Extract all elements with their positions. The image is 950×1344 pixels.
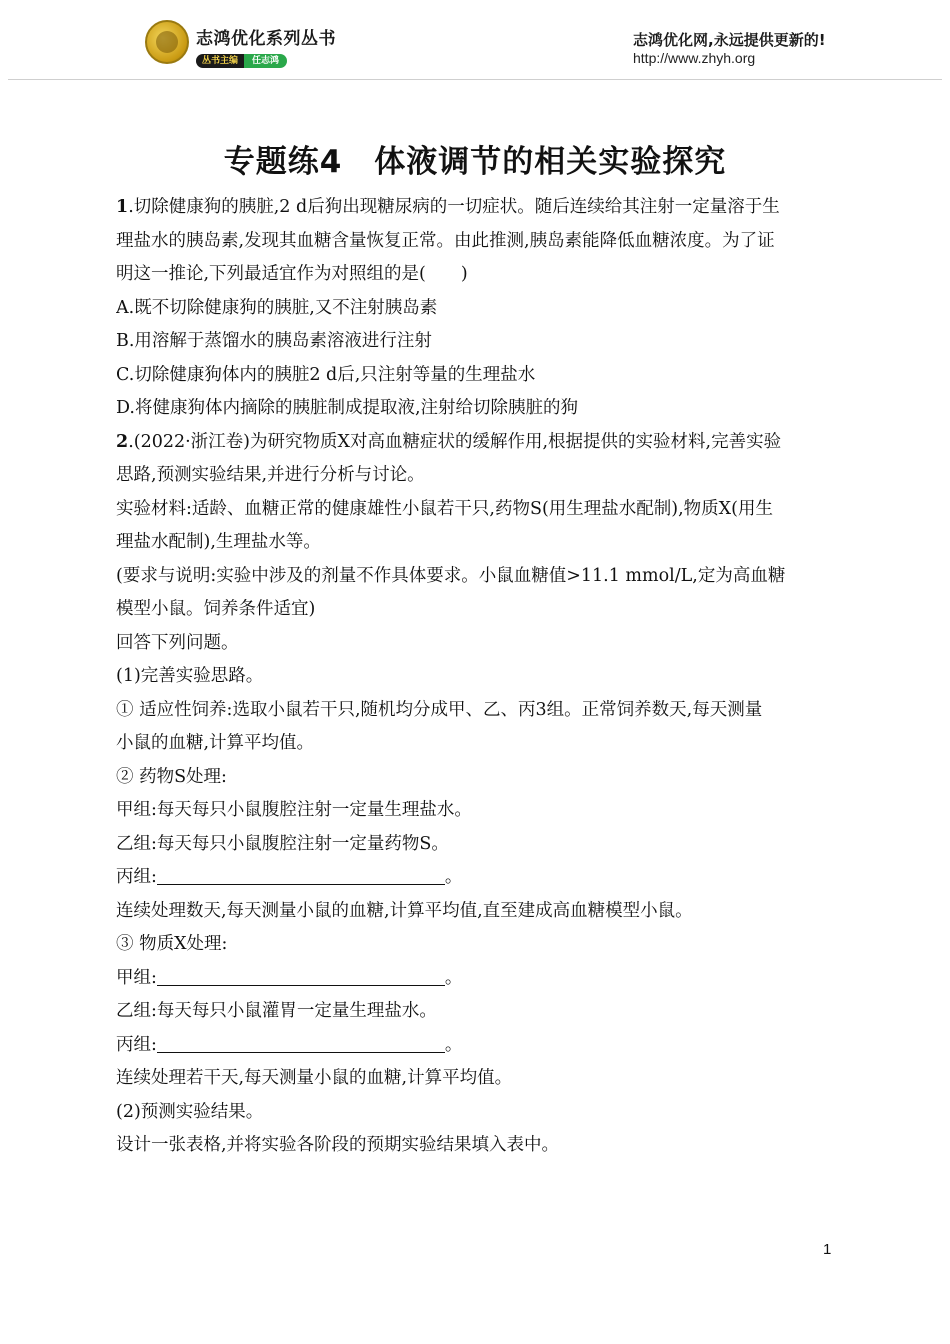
series-logo-icon [145,20,189,64]
q1-option-a: A.既不切除健康狗的胰脏,又不注射胰岛素 [116,297,438,318]
answer-blank-step3-jia[interactable] [157,965,445,986]
q2-prompt: 回答下列问题。 [116,632,239,653]
editor-name: 任志鸿 [244,54,287,68]
q2-step3-yi: 乙组:每天每只小鼠灌胃一定量生理盐水。 [116,1001,437,1021]
q2-step2-bing [116,861,834,895]
answer-blank-step2-bing[interactable] [157,864,445,885]
q2-step1-1: ① 适应性饲养:选取小鼠若干只,随机均分成甲、乙、丙3组。正常饲养数天,每天测量 [116,699,763,720]
editor-label: 丛书主编 [196,54,244,68]
editor-credit [196,48,287,66]
period: 。 [444,867,463,887]
header-url: http://www.zhyh.org [633,50,756,66]
header-divider [8,79,942,80]
q2-step2-jia: 甲组:每天每只小鼠腹腔注射一定量生理盐水。 [116,800,472,820]
q2-line-1 [116,426,834,460]
q2-step3-jia [116,962,834,996]
period: 。 [444,967,463,988]
q2-step3-bing-label: 丙组: [116,1034,157,1055]
page-number: 1 [823,1241,832,1258]
q1-line-1 [116,191,834,225]
q2-step3-heading: ③ 物质X处理: [116,934,228,954]
q2-step3-jia-label: 甲组: [116,967,157,988]
q1-text-1: .切除健康狗的胰脏,2 d后狗出现糖尿病的一切症状。随后连续给其注射一定量溶于生 [128,197,780,217]
q2-intro-2: 思路,预测实验结果,并进行分析与讨论。 [116,465,425,485]
header-slogan: 志鸿优化网,永远提供更新的! [633,31,826,49]
answer-blank-step3-bing[interactable] [157,1032,445,1053]
q2-step1-2: 小鼠的血糖,计算平均值。 [116,733,315,753]
q2-step2-yi: 乙组:每天每只小鼠腹腔注射一定量药物S。 [116,833,449,854]
q2-part2-heading: (2)预测实验结果。 [116,1101,264,1122]
page-header [0,0,950,82]
q1-line-3: 明这一推论,下列最适宜作为对照组的是( ) [116,264,468,284]
q1-option-c: C.切除健康狗体内的胰脏2 d后,只注射等量的生理盐水 [116,364,536,385]
q2-step2-heading: ② 药物S处理: [116,766,227,787]
q2-materials-1: 实验材料:适龄、血糖正常的健康雄性小鼠若干只,药物S(用生理盐水配制),物质X(用生 [116,498,773,519]
q2-step2-after: 连续处理数天,每天测量小鼠的血糖,计算平均值,直至建成高血糖模型小鼠。 [116,900,693,921]
q2-part1-heading: (1)完善实验思路。 [116,666,264,686]
q2-step3-bing [116,1029,834,1063]
q2-requirements-2: 模型小鼠。饲养条件适宜) [116,599,316,619]
period: 。 [444,1034,463,1055]
q1-option-d: D.将健康狗体内摘除的胰脏制成提取液,注射给切除胰脏的狗 [116,398,579,418]
page-title: 专题练4 体液调节的相关实验探究 [223,144,727,180]
q2-number: 2 [116,431,129,452]
series-title: 志鸿优化系列丛书 [196,29,336,49]
q2-materials-2: 理盐水配制),生理盐水等。 [116,532,321,552]
q1-line-2: 理盐水的胰岛素,发现其血糖含量恢复正常。由此推测,胰岛素能降低血糖浓度。为了证 [116,230,775,251]
q2-requirements-1: (要求与说明:实验中涉及的剂量不作具体要求。小鼠血糖值>11.1 mmol/L,定为高血糖 [116,565,786,586]
q2-part2-text: 设计一张表格,并将实验各阶段的预期实验结果填入表中。 [116,1135,560,1155]
q2-intro-1: .(2022·浙江卷)为研究物质X对高血糖症状的缓解作用,根据提供的实验材料,完善实验 [128,431,782,452]
document-body [116,191,834,1163]
q2-step3-after: 连续处理若干天,每天测量小鼠的血糖,计算平均值。 [116,1068,513,1088]
q1-option-b: B.用溶解于蒸馏水的胰岛素溶液进行注射 [116,331,432,351]
q2-step2-bing-label: 丙组: [116,867,157,887]
q1-number: 1 [116,197,129,217]
